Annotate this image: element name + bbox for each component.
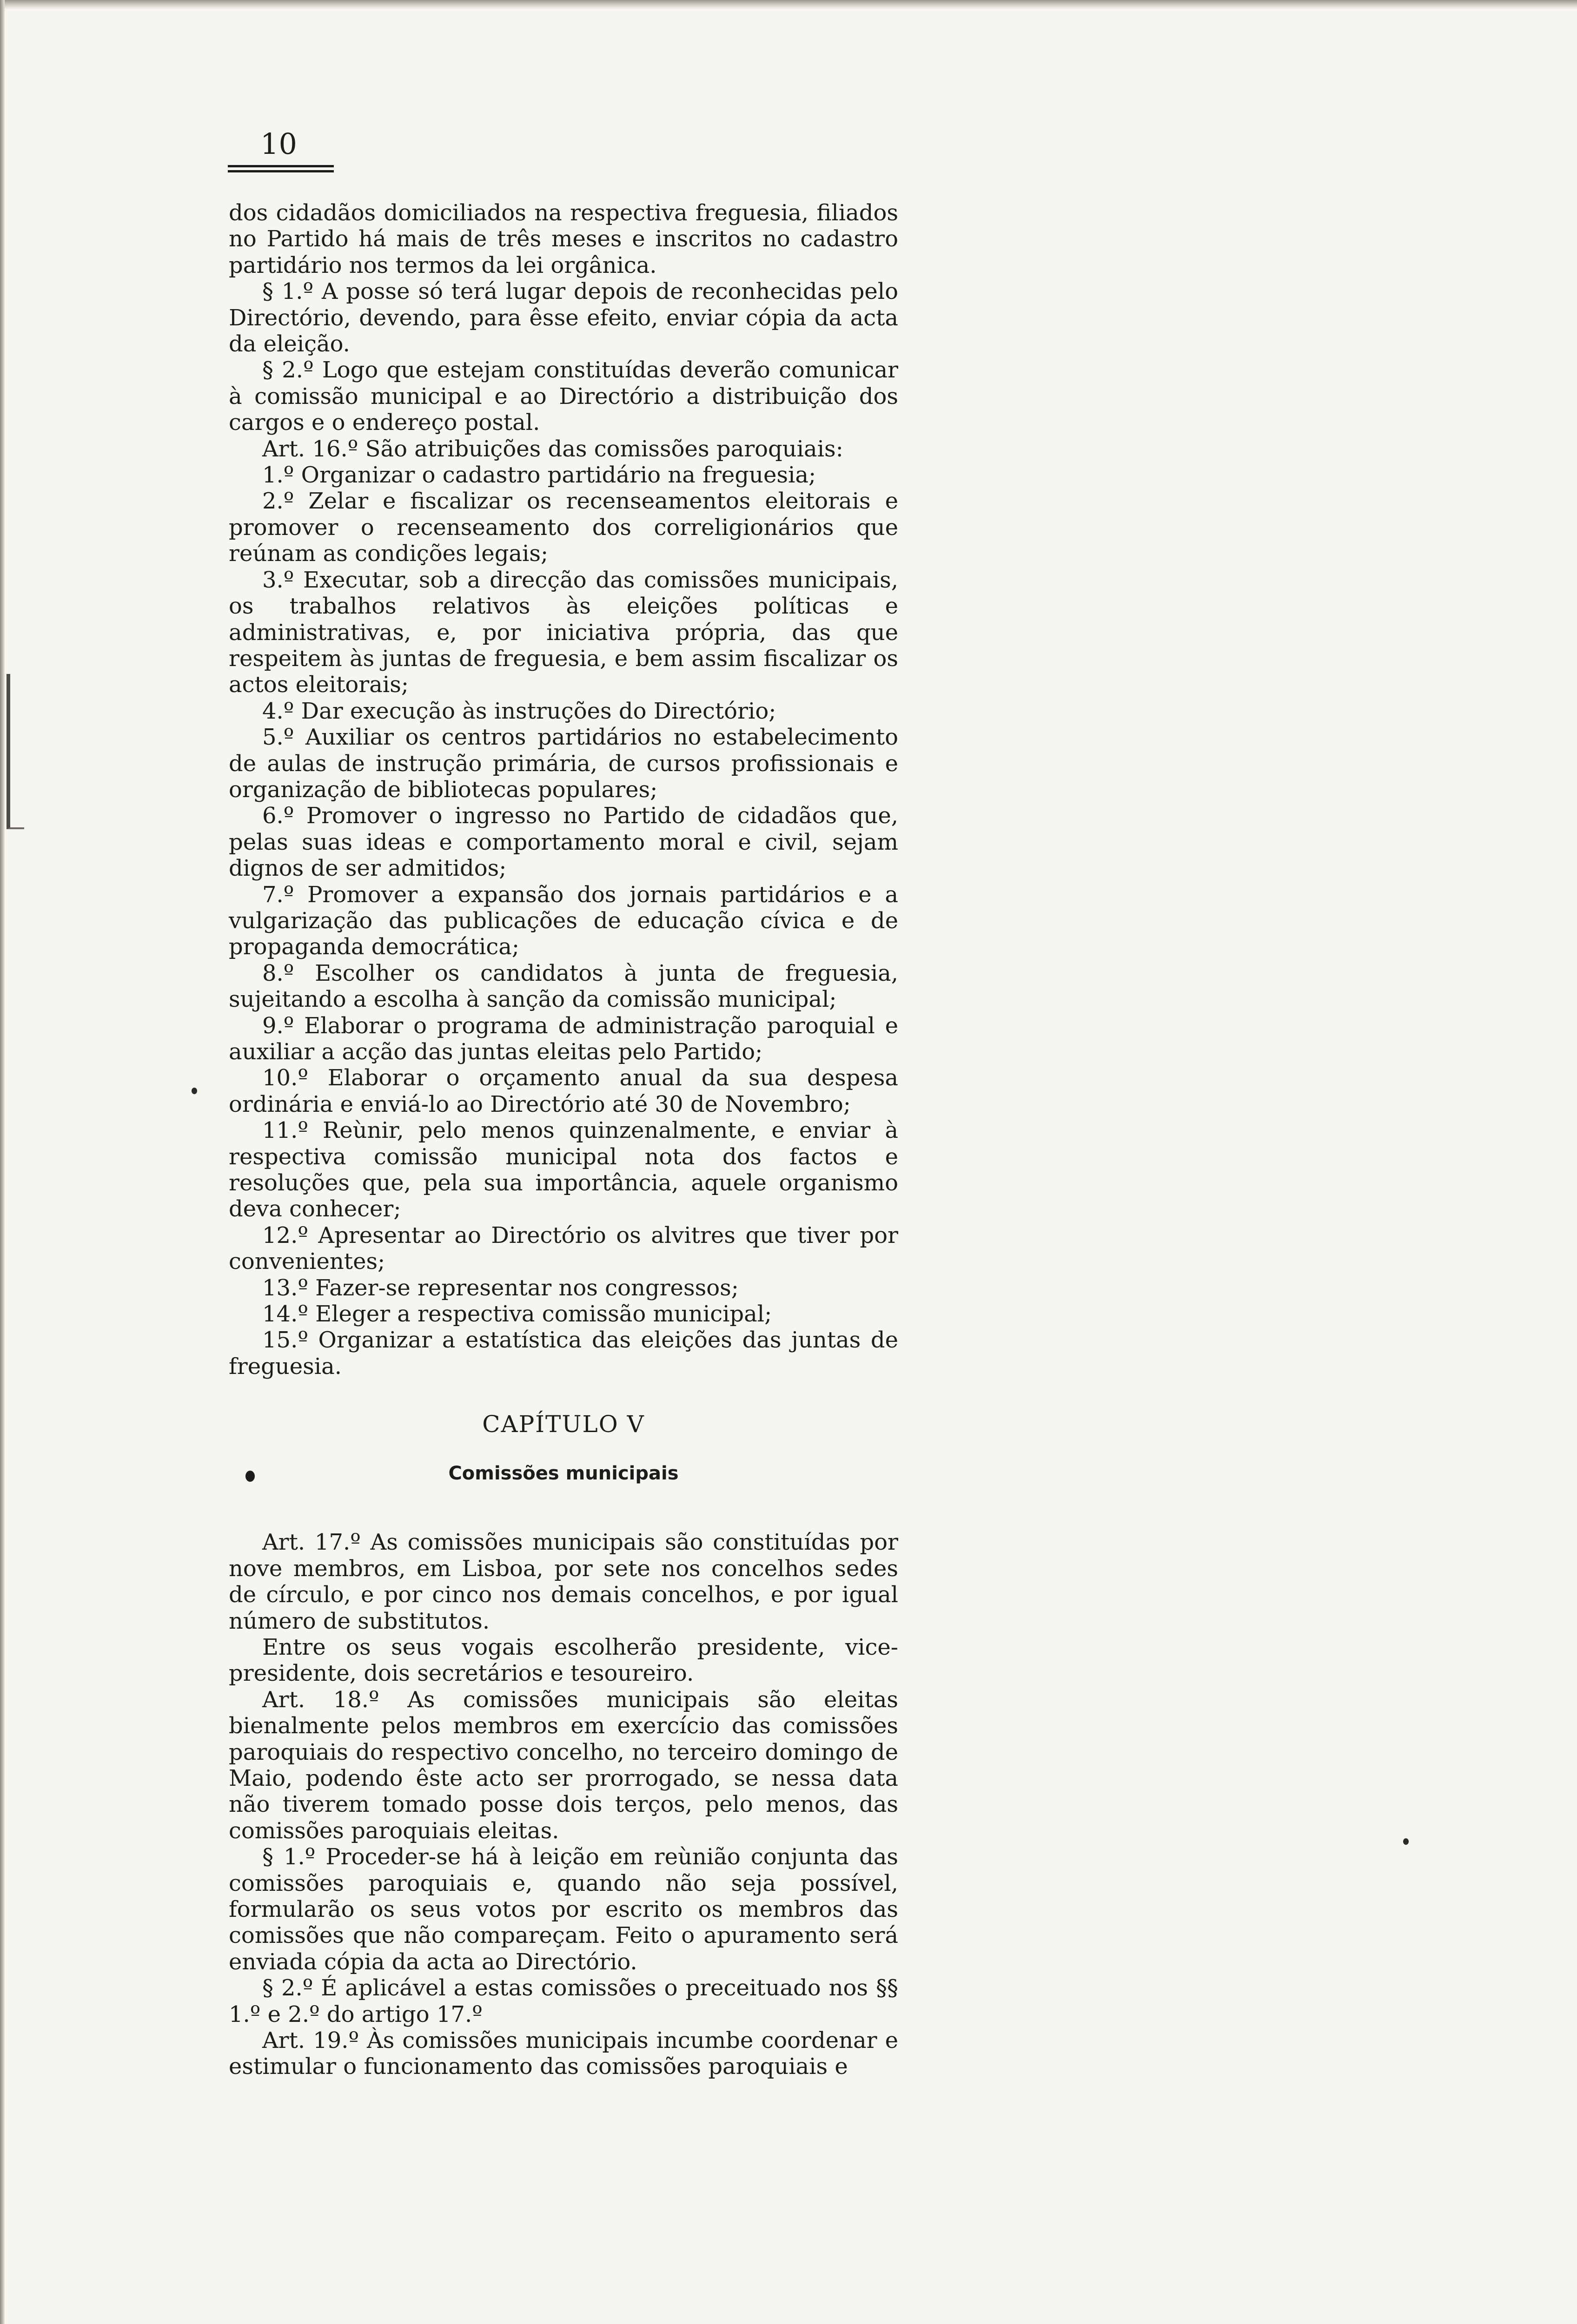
paragraph: 12.º Apresentar ao Directório os alvitres que tiver por convenientes; [229, 1222, 898, 1275]
paragraph: 15.º Organizar a estatística das eleições das juntas de freguesia. [229, 1327, 898, 1380]
paragraph: 5.º Auxiliar os centros partidários no estabelecimento de aulas de instrução primária, de cursos profissionais e organização de bibliotecas populares; [229, 724, 898, 803]
scan-edge-left [0, 0, 5, 2324]
paragraph: dos cidadãos domiciliados na respectiva freguesia, filiados no Partido há mais de três meses e inscritos no cadastro partidário nos termos da lei orgânica. [229, 200, 898, 278]
paragraphs-bottom [229, 1529, 898, 2080]
paragraph: 11.º Reùnir, pelo menos quinzenalmente, e enviar à respectiva comissão municipal nota dos factos e resoluções que, pela sua importância, aquele organismo deva conhecer; [229, 1117, 898, 1222]
page-number: 10 [260, 127, 297, 161]
paragraph: § 2.º Logo que estejam constituídas deverão comunicar à comissão municipal e ao Directório a distribuição dos cargos e o endereço postal. [229, 357, 898, 436]
scan-edge-top [0, 0, 1577, 9]
paragraphs-top [229, 200, 898, 1380]
paragraph: § 2.º É aplicável a estas comissões o preceituado nos §§ 1.º e 2.º do artigo 17.º [229, 1975, 898, 2027]
chapter-heading: CAPÍTULO V [482, 1411, 645, 1438]
ink-speck [1403, 1838, 1409, 1845]
section-heading: Comissões municipais [448, 1463, 679, 1485]
paragraph: 13.º Fazer-se representar nos congressos; [262, 1274, 739, 1301]
paragraph: 2.º Zelar e fiscalizar os recenseamentos eleitorais e promover o recenseamento dos correligionários que reúnam as condições legais; [229, 488, 898, 567]
paragraph: § 1.º Proceder-se há à leição em reùnião conjunta das comissões paroquiais e, quando não seja possível, formularão os seus votos por escrito os membros das comissões que não compareçam. Feito o apuramento será enviada cópia da acta ao Directório. [229, 1844, 898, 1975]
paragraph: Art. 19.º Às comissões municipais incumbe coordenar e estimular o funcionamento das comissões paroquiais e [229, 2027, 898, 2080]
paragraph: 6.º Promover o ingresso no Partido de cidadãos que, pelas suas ideas e comportamento moral e civil, sejam dignos de ser admitidos; [229, 803, 898, 882]
paragraph: Entre os seus vogais escolherão presidente, vice-presidente, dois secretários e tesoureiro. [229, 1634, 898, 1687]
paragraph: 10.º Elaborar o orçamento anual da sua despesa ordinária e enviá-lo ao Directório até 30 de Novembro; [229, 1065, 898, 1117]
paragraph: Art. 16.º São atribuições das comissões paroquiais: [262, 436, 843, 462]
page-number-rule [228, 165, 334, 172]
paragraph: 3.º Executar, sob a direcção das comissões municipais, os trabalhos relativos às eleições políticas e administrativas, e, por iniciativa própria, das que respeitem às juntas de freguesia, e bem assim fiscalizar os actos eleitorais; [229, 567, 898, 698]
paragraph: 9.º Elaborar o programa de administração paroquial e auxiliar a acção das juntas eleitas pelo Partido; [229, 1012, 898, 1065]
paragraph: 4.º Dar execução às instruções do Directório; [262, 698, 776, 724]
paragraph: 8.º Escolher os candidatos à junta de freguesia, sujeitando a escolha à sanção da comissão municipal; [229, 960, 898, 1013]
page-body [229, 200, 898, 2080]
margin-marks [7, 674, 24, 829]
section-heading-wrap [229, 1459, 898, 1487]
bullet-mark [245, 1471, 255, 1482]
ink-speck [192, 1088, 197, 1094]
paragraph: Art. 18.º As comissões municipais são eleitas bienalmente pelos membros em exercício das comissões paroquiais do respectivo concelho, no terceiro domingo de Maio, podendo êste acto ser prorrogado, se nessa data não tiverem tomado posse dois terços, pelo menos, das comissões paroquiais eleitas. [229, 1686, 898, 1844]
paragraph: 1.º Organizar o cadastro partidário na freguesia; [262, 462, 816, 489]
paragraph: § 1.º A posse só terá lugar depois de reconhecidas pelo Directório, devendo, para êsse efeito, enviar cópia da acta da eleição. [229, 278, 898, 357]
paragraph: 14.º Eleger a respectiva comissão municipal; [262, 1301, 772, 1327]
paragraph: Art. 17.º As comissões municipais são constituídas por nove membros, em Lisboa, por sete nos concelhos sedes de círculo, e por cinco nos demais concelhos, e por igual número de substitutos. [229, 1529, 898, 1634]
paragraph: 7.º Promover a expansão dos jornais partidários e a vulgarização das publicações de educação cívica e de propaganda democrática; [229, 881, 898, 960]
